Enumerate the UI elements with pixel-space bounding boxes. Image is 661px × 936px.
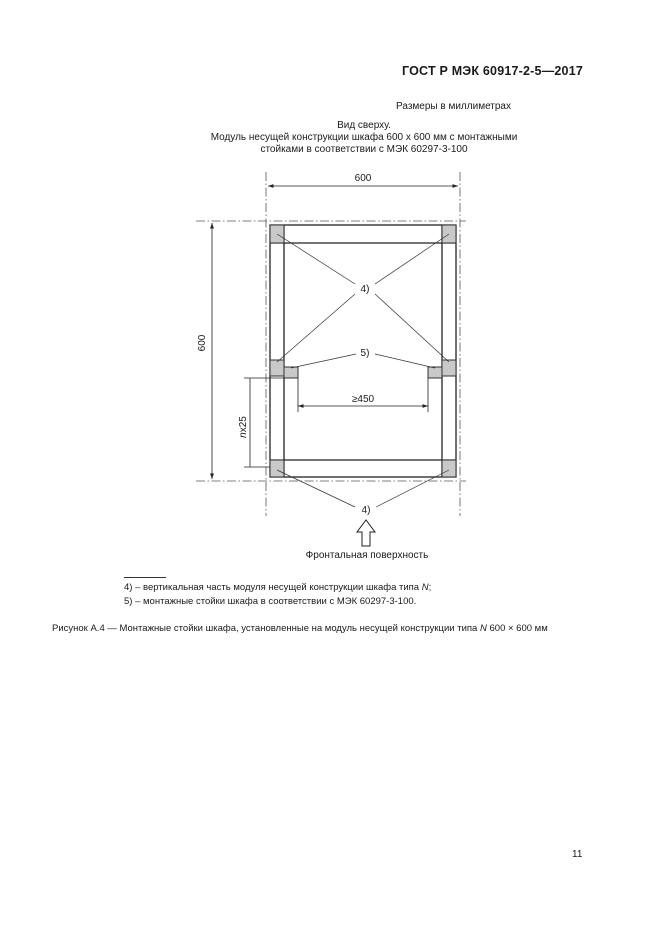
callout-5: 5) <box>360 348 370 359</box>
leader-4-bottom-left <box>277 470 355 507</box>
figure-caption-line-3: стойками в соответствии с МЭК 60297-3-100 <box>260 144 468 155</box>
leader-4-mid-left <box>277 294 355 362</box>
figure-caption-line-2: Модуль несущей конструкции шкафа 600 x 600 мм с монтажными <box>210 132 518 143</box>
depth-dimension-label: 600 <box>197 334 208 352</box>
figure-caption-line-1: Вид сверху. <box>337 120 391 131</box>
corner-post-bottom-left <box>270 460 284 477</box>
leader-4-mid-right <box>375 294 449 362</box>
document-header: ГОСТ Р МЭК 60917-2-5—2017 <box>402 64 583 78</box>
leader-4-top-left <box>277 234 355 284</box>
callout-4-bottom: 4) <box>361 505 371 516</box>
page-number: 11 <box>572 849 583 860</box>
footnote-rule <box>124 577 166 578</box>
footnote-5: 5) – монтажные стойки шкафа в соответствии с МЭК 60297-3-100. <box>124 596 417 607</box>
leader-5-right <box>375 354 435 368</box>
leader-4-bottom-right <box>376 470 449 507</box>
min-span-label: ≥450 <box>351 394 375 405</box>
front-surface-label: Фронтальная поверхность <box>305 550 429 561</box>
mounting-rail-right <box>428 367 442 378</box>
callout-4-top: 4) <box>360 284 370 295</box>
front-surface-arrow-icon <box>357 520 375 546</box>
footnote-4: 4) – вертикальная часть модуля несущей конструкции шкафа типа N; <box>124 582 432 593</box>
width-dimension-label: 600 <box>354 173 372 184</box>
mounting-rail-left <box>284 367 298 378</box>
figure-title: Рисунок А.4 — Монтажные стойки шкафа, установленные на модуль несущей конструкции типа N 600 × 600 мм <box>52 623 548 634</box>
units-note: Размеры в миллиметрах <box>396 101 511 112</box>
mid-post-right <box>442 360 456 376</box>
leader-4-top-right <box>375 234 449 284</box>
mid-post-left <box>270 360 284 376</box>
corner-post-bottom-right <box>442 460 456 477</box>
leader-5-left <box>291 354 356 368</box>
pitch-label: nx25 <box>238 416 249 438</box>
